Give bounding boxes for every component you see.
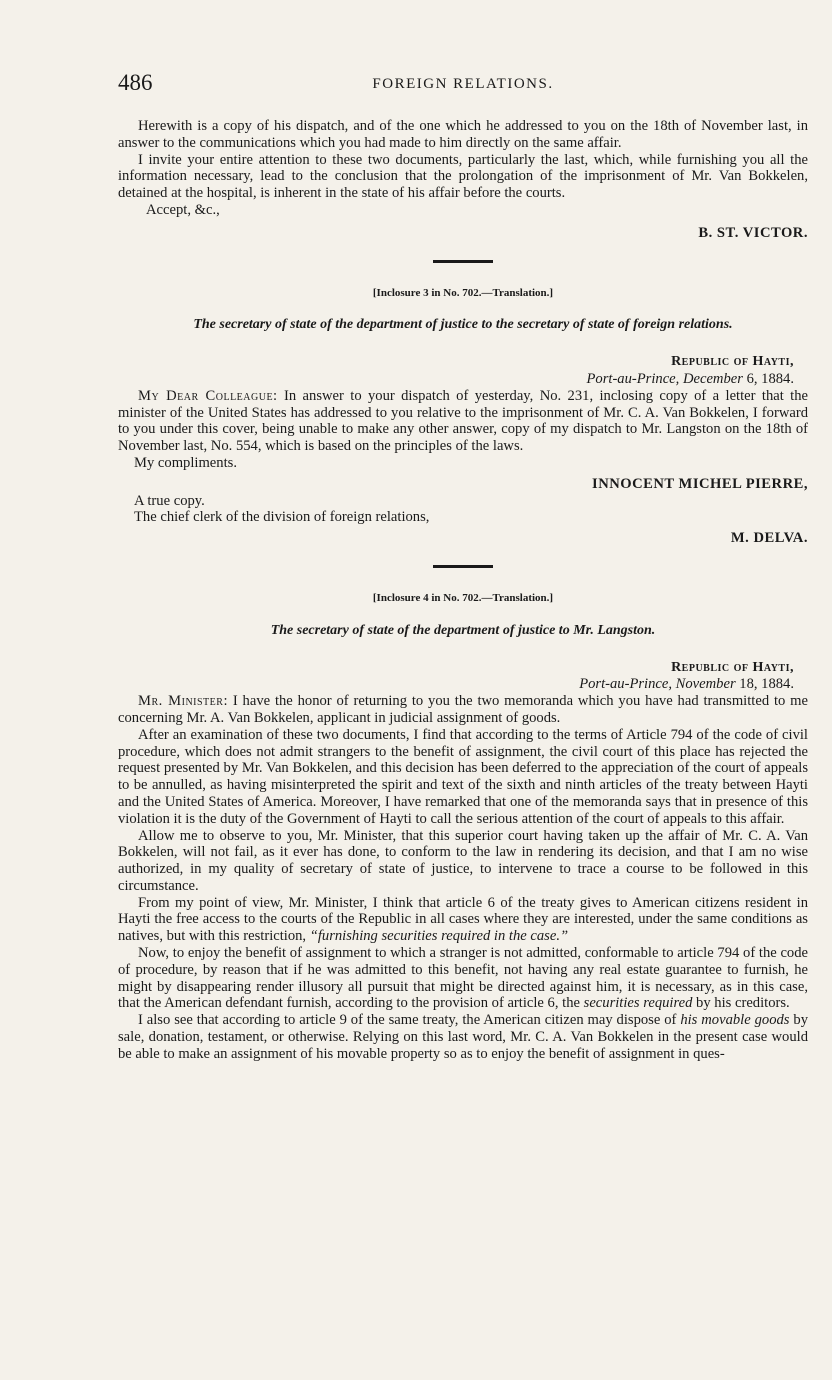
inclosure-4-date-place: Port-au-Prince, November	[579, 676, 736, 693]
inclosure-4-place-text: Republic of Hayti,	[671, 659, 794, 675]
dispatch-closing: Accept, &c.,	[146, 201, 220, 218]
inclosure-3-place-text: Republic of Hayti,	[671, 354, 794, 370]
inclosure-4-title: The secretary of state of the department of justice to Mr. Langston.	[270, 622, 656, 638]
inclosure-4-paragraph-1	[118, 693, 808, 727]
dispatch-signature: B. ST. VICTOR.	[698, 224, 808, 241]
inclosure-4-paragraph-5-italic: securities required	[583, 995, 693, 1012]
inclosure-4-paragraph-4-text: From my point of view, Mr. Minister, I think that article 6 of the treaty gives to American citizens resident in Hayti the free access to the courts of the Republic in all cases where they are interested, under the same conditions as natives, but with this restriction,	[118, 894, 808, 945]
inclosure-3-date-number: 6, 1884.	[742, 370, 794, 387]
inclosure-3-title: The secretary of state of the department of justice to the secretary of state of foreign relations.	[193, 317, 733, 333]
inclosure-3-place	[118, 354, 794, 371]
inclosure-3-body-text: In answer to your dispatch of yesterday, No. 231, inclosing copy of a letter that the minister of the United States has addressed to you relative to the imprisonment of Mr. C. A. Van Bokkelen, I forward to you under this cover, being unable to make any other answer, copy of my dispatch to Mr. Langston on the 18th of November last, No. 554, which is based on the principles of the laws.	[118, 387, 808, 455]
inclosure-3-heading: [Inclosure 3 in No. 702.—Translation.]	[372, 286, 554, 299]
delva-signature: M. DELVA.	[730, 530, 808, 547]
inclosure-3-date	[118, 371, 794, 388]
running-title: FOREIGN RELATIONS.	[372, 76, 554, 92]
page-content	[118, 118, 808, 1063]
section-divider	[433, 260, 493, 263]
true-copy-line: A true copy.	[134, 492, 205, 509]
inclosure-4-place	[118, 660, 794, 677]
inclosure-4-paragraph-5-text-a: Now, to enjoy the benefit of assignment to which a stranger is not admitted, conformable to article 794 of the code of procedure, by reason that if he was admitted to this benefit, not having any real estate guarantee to furnish, he might by disappearing render illusory all pursuit that might be directed against him, it is necessary, as in this case, that the American defendant furnish, according to the provision of article 6, the	[118, 945, 808, 1012]
inclosure-4-heading: [Inclosure 4 in No. 702.—Translation.]	[372, 591, 554, 604]
inclosure-3-body	[118, 388, 808, 455]
inclosure-4-paragraph-6-text-b: by sale, donation, testament, or otherwise. Relying on this last word, Mr. C. A. Van Bokkelen in the present case would be able to make an assignment of his movable property so as to enjoy the benefit of assignment in ques-	[118, 1012, 809, 1062]
dispatch-paragraph-1: Herewith is a copy of his dispatch, and of the one which he addressed to you on the 18th of November last, in answer to the communications which you had made to him directly on the same affair.	[118, 118, 808, 151]
chief-clerk-line: The chief clerk of the division of foreign relations,	[134, 509, 430, 526]
page-header	[118, 70, 808, 100]
inclosure-3-closing: My compliments.	[134, 454, 237, 471]
inclosure-4-paragraph-5	[118, 945, 808, 1012]
inclosure-3-salutation: My Dear Colleague:	[138, 387, 278, 404]
inclosure-4-date	[118, 676, 794, 693]
inclosure-4-date-number: 18, 1884.	[735, 676, 794, 693]
inclosure-4-salutation: Mr. Minister:	[138, 693, 228, 710]
inclosure-3-signature: INNOCENT MICHEL PIERRE,	[592, 475, 808, 492]
inclosure-4-paragraph-4-italic: “furnishing securities required in the case.”	[309, 928, 569, 945]
dispatch-paragraph-2: I invite your entire attention to these two documents, particularly the last, which, while furnishing you all the information necessary, lead to the conclusion that the prolongation of the imprisonment of Mr. Van Bokkelen, detained at the hospital, is inherent in the state of his affair before the courts.	[118, 151, 808, 202]
inclosure-4-paragraph-6	[118, 1012, 808, 1062]
inclosure-4-paragraph-3: Allow me to observe to you, Mr. Minister, that this superior court having taken up the affair of Mr. C. A. Van Bokkelen, will not fail, as it ever has done, to conform to the law in rendering its decision, and that I am no wise authorized, in my quality of secretary of state of justice, to intervene to trace a course to be followed in this circumstance.	[118, 827, 808, 894]
inclosure-4-paragraph-1-text: I have the honor of returning to you the two memoranda which you have had transmitted to me concerning Mr. A. Van Bokkelen, applicant in judicial assignment of goods.	[118, 693, 808, 726]
inclosure-4-paragraph-4	[118, 895, 808, 945]
inclosure-4-paragraph-5-text-b: by his creditors.	[692, 995, 790, 1012]
inclosure-4-paragraph-6-italic: his movable goods	[680, 1012, 790, 1029]
inclosure-4-paragraph-6-text-a: I also see that according to article 9 of the same treaty, the American citizen may dispose of	[138, 1012, 681, 1029]
inclosure-3-date-place: Port-au-Prince, December	[586, 370, 743, 387]
inclosure-4-paragraph-2: After an examination of these two documents, I find that according to the terms of Article 794 of the code of civil procedure, which does not admit strangers to the benefit of assignment, the civil court of this place has rejected the request presented by Mr. Van Bokkelen, and this decision has been deferred to the appreciation of the court of appeals to be annulled, as having misinterpreted the spirit and text of the sixth and ninth articles of the treaty between Hayti and the United States of America. Moreover, I have remarked that one of the memoranda says that in presence of this violation it is the duty of the Government of Hayti to call the serious attention of the court of appeals to this affair.	[118, 726, 808, 827]
page-number: 486	[118, 70, 153, 95]
section-divider-2	[433, 565, 493, 568]
